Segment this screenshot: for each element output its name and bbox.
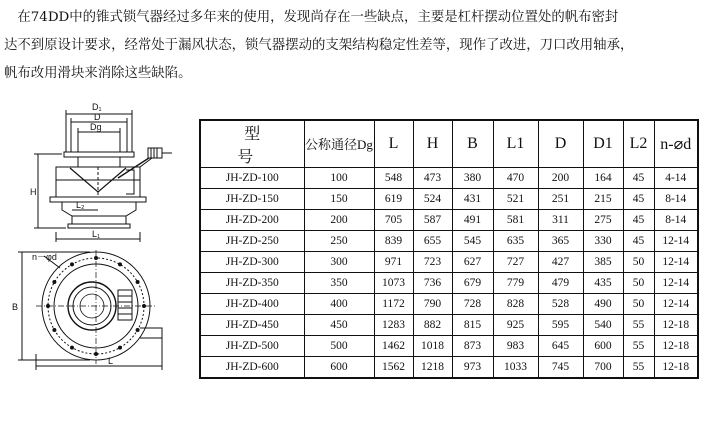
- header-l2: L2: [623, 120, 654, 168]
- table-row: [200, 273, 698, 294]
- cell-l2: 50: [623, 294, 654, 315]
- cell-l: 971: [374, 252, 413, 273]
- cell-dg: 100: [304, 168, 374, 189]
- cell-l1: 470: [493, 168, 538, 189]
- cell-l2: 50: [623, 252, 654, 273]
- header-h: H: [413, 120, 452, 168]
- cell-model: JH-ZD-400: [200, 294, 304, 315]
- cell-h: 1218: [413, 357, 452, 379]
- cell-d: 645: [538, 336, 583, 357]
- cell-l: 705: [374, 210, 413, 231]
- cell-l1: 1033: [493, 357, 538, 379]
- cell-b: 627: [452, 252, 493, 273]
- cell-n-d: 8-14: [654, 210, 698, 231]
- cell-dg: 600: [304, 357, 374, 379]
- table-body: [200, 168, 698, 379]
- cell-dg: 300: [304, 252, 374, 273]
- label-d: D: [94, 112, 101, 122]
- cell-d: 528: [538, 294, 583, 315]
- cell-l1: 925: [493, 315, 538, 336]
- table-header-row: [200, 120, 698, 168]
- cell-n-d: 8-14: [654, 189, 698, 210]
- label-b: B: [12, 302, 19, 312]
- cell-b: 973: [452, 357, 493, 379]
- table-row: [200, 210, 698, 231]
- front-view: [34, 110, 172, 242]
- cell-h: 655: [413, 231, 452, 252]
- cell-model: JH-ZD-300: [200, 252, 304, 273]
- cell-d1: 490: [583, 294, 623, 315]
- cell-dg: 400: [304, 294, 374, 315]
- cell-b: 431: [452, 189, 493, 210]
- label-l2: L₂: [76, 200, 85, 210]
- cell-dg: 200: [304, 210, 374, 231]
- cell-l2: 45: [623, 210, 654, 231]
- cell-h: 736: [413, 273, 452, 294]
- header-model: 型 号: [200, 120, 304, 168]
- cell-l2: 55: [623, 336, 654, 357]
- cell-h: 587: [413, 210, 452, 231]
- cell-model: JH-ZD-500: [200, 336, 304, 357]
- cell-d: 427: [538, 252, 583, 273]
- header-b: B: [452, 120, 493, 168]
- cell-l: 1283: [374, 315, 413, 336]
- plan-view: [18, 250, 162, 370]
- cell-l: 839: [374, 231, 413, 252]
- cell-d1: 164: [583, 168, 623, 189]
- cell-b: 728: [452, 294, 493, 315]
- table-row: [200, 231, 698, 252]
- header-d1: D1: [583, 120, 623, 168]
- cell-l1: 983: [493, 336, 538, 357]
- cell-dg: 250: [304, 231, 374, 252]
- cell-n-d: 12-18: [654, 357, 698, 379]
- cell-d: 595: [538, 315, 583, 336]
- cell-b: 491: [452, 210, 493, 231]
- table-row: [200, 357, 698, 379]
- cell-n-d: 12-14: [654, 252, 698, 273]
- cell-l1: 521: [493, 189, 538, 210]
- table-row: [200, 315, 698, 336]
- header-d: D: [538, 120, 583, 168]
- cell-l1: 779: [493, 273, 538, 294]
- cell-l1: 828: [493, 294, 538, 315]
- cell-h: 790: [413, 294, 452, 315]
- cell-d: 200: [538, 168, 583, 189]
- table-row: [200, 189, 698, 210]
- cell-l2: 55: [623, 357, 654, 379]
- intro-line-1: 在74DD中的锥式锁气器经过多年来的使用，发现尚存在一些缺点，主要是杠杆摆动位置处的帆布密封: [4, 10, 619, 25]
- cell-b: 873: [452, 336, 493, 357]
- cell-d1: 700: [583, 357, 623, 379]
- cell-l2: 45: [623, 168, 654, 189]
- cell-d: 311: [538, 210, 583, 231]
- label-dg: Dg: [90, 122, 102, 132]
- technical-drawing: [0, 92, 195, 372]
- cell-l2: 45: [623, 231, 654, 252]
- cell-l: 1462: [374, 336, 413, 357]
- cell-model: JH-ZD-600: [200, 357, 304, 379]
- cell-model: JH-ZD-200: [200, 210, 304, 231]
- intro-line-2: 达不到原设计要求，经常处于漏风状态，锁气器摆动的支架结构稳定性差等，现作了改进，刀口改用轴承，: [4, 38, 634, 53]
- cell-d1: 275: [583, 210, 623, 231]
- cell-d1: 330: [583, 231, 623, 252]
- cell-l2: 45: [623, 189, 654, 210]
- cell-b: 545: [452, 231, 493, 252]
- cell-model: JH-ZD-250: [200, 231, 304, 252]
- cell-n-d: 12-18: [654, 336, 698, 357]
- cell-b: 815: [452, 315, 493, 336]
- cell-dg: 150: [304, 189, 374, 210]
- cell-l1: 581: [493, 210, 538, 231]
- cell-dg: 350: [304, 273, 374, 294]
- cell-model: JH-ZD-350: [200, 273, 304, 294]
- cell-l: 1073: [374, 273, 413, 294]
- cell-l: 1172: [374, 294, 413, 315]
- label-h: H: [30, 187, 37, 197]
- cell-n-d: 4-14: [654, 168, 698, 189]
- cell-d1: 215: [583, 189, 623, 210]
- specification-table: [199, 119, 699, 379]
- cell-model: JH-ZD-450: [200, 315, 304, 336]
- intro-line-3: 帆布改用滑块来消除这些缺陷。: [4, 66, 192, 81]
- cell-b: 679: [452, 273, 493, 294]
- cell-d1: 540: [583, 315, 623, 336]
- cell-l: 548: [374, 168, 413, 189]
- label-d1: D₁: [92, 102, 102, 112]
- cell-d: 745: [538, 357, 583, 379]
- cell-h: 723: [413, 252, 452, 273]
- label-l: L: [108, 356, 114, 366]
- cell-l1: 635: [493, 231, 538, 252]
- cell-d: 365: [538, 231, 583, 252]
- label-l1: L₁: [92, 229, 101, 239]
- cell-h: 1018: [413, 336, 452, 357]
- cell-dg: 450: [304, 315, 374, 336]
- cell-d: 251: [538, 189, 583, 210]
- cell-l2: 55: [623, 315, 654, 336]
- header-n-d: n-⌀d: [654, 120, 698, 168]
- intro-paragraph: [4, 4, 714, 88]
- table-row: [200, 252, 698, 273]
- cell-n-d: 12-14: [654, 294, 698, 315]
- cell-n-d: 12-18: [654, 315, 698, 336]
- header-l1: L1: [493, 120, 538, 168]
- header-nominal-diameter: 公称通径Dg: [304, 120, 374, 168]
- cell-h: 473: [413, 168, 452, 189]
- header-l: L: [374, 120, 413, 168]
- table-row: [200, 336, 698, 357]
- cell-b: 380: [452, 168, 493, 189]
- cell-model: JH-ZD-100: [200, 168, 304, 189]
- cell-h: 524: [413, 189, 452, 210]
- cell-d1: 600: [583, 336, 623, 357]
- cell-h: 882: [413, 315, 452, 336]
- cell-model: JH-ZD-150: [200, 189, 304, 210]
- cell-d: 479: [538, 273, 583, 294]
- cell-n-d: 12-14: [654, 231, 698, 252]
- cell-dg: 500: [304, 336, 374, 357]
- cell-d1: 435: [583, 273, 623, 294]
- label-n-phi-d: n－φd: [32, 252, 57, 262]
- table-row: [200, 294, 698, 315]
- cell-l1: 727: [493, 252, 538, 273]
- table-row: [200, 168, 698, 189]
- cell-n-d: 12-14: [654, 273, 698, 294]
- cell-l: 619: [374, 189, 413, 210]
- cell-d1: 385: [583, 252, 623, 273]
- cell-l2: 50: [623, 273, 654, 294]
- cell-l: 1562: [374, 357, 413, 379]
